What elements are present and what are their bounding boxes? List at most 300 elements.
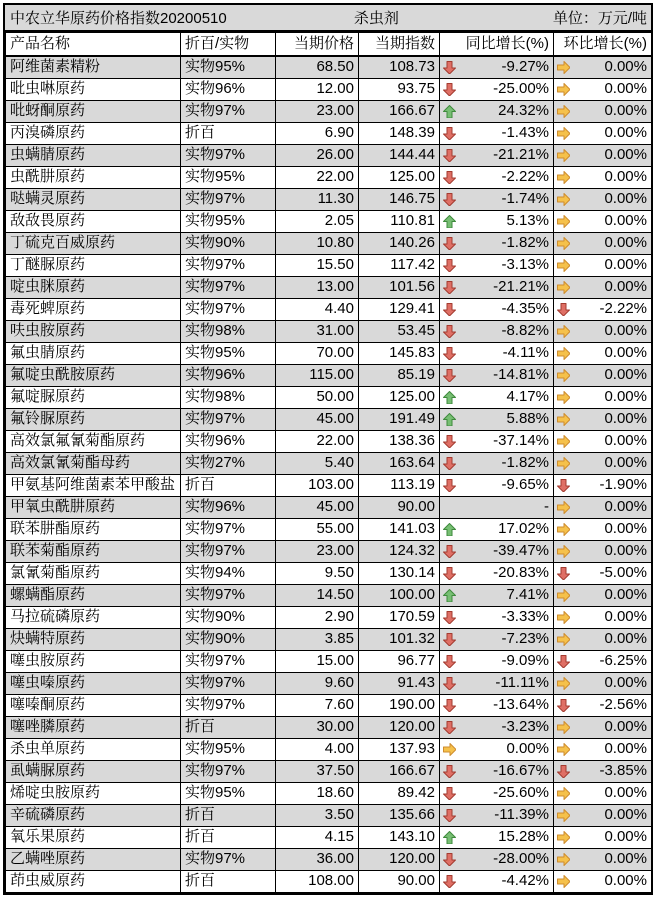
down-arrow-icon xyxy=(556,303,570,317)
spec-cell: 实物95% xyxy=(181,211,276,233)
yoy-value: -2.22% xyxy=(501,168,549,186)
yoy-cell xyxy=(440,607,554,629)
product-name-cell: 联苯肼酯原药 xyxy=(6,519,181,541)
yoy-value: -3.33% xyxy=(501,608,549,626)
product-name-cell: 高效氯氰菊酯母药 xyxy=(6,453,181,475)
right-arrow-icon xyxy=(556,325,570,339)
table-row xyxy=(6,783,652,805)
current-price-cell: 3.50 xyxy=(276,805,359,827)
current-price-cell: 9.50 xyxy=(276,563,359,585)
mom-cell xyxy=(554,651,652,673)
yoy-value: -39.47% xyxy=(493,542,549,560)
mom-value: 0.00% xyxy=(604,740,647,758)
yoy-value: -21.21% xyxy=(493,278,549,296)
product-name-cell: 联苯菊酯原药 xyxy=(6,541,181,563)
product-name-cell: 吡虫啉原药 xyxy=(6,79,181,101)
current-index-cell: 85.19 xyxy=(359,365,440,387)
right-arrow-icon xyxy=(556,633,570,647)
down-arrow-icon xyxy=(442,127,456,141)
yoy-cell xyxy=(440,497,554,519)
yoy-value: 4.17% xyxy=(506,388,549,406)
current-index-cell: 90.00 xyxy=(359,497,440,519)
yoy-cell xyxy=(440,761,554,783)
current-price-cell: 23.00 xyxy=(276,101,359,123)
yoy-cell xyxy=(440,871,554,893)
table-row xyxy=(6,233,652,255)
table-title-row xyxy=(5,5,651,32)
yoy-value: -3.13% xyxy=(501,256,549,274)
current-index-cell: 135.66 xyxy=(359,805,440,827)
col-header-current-index: 当期指数 xyxy=(359,33,440,57)
mom-value: 0.00% xyxy=(604,586,647,604)
down-arrow-icon xyxy=(442,699,456,713)
yoy-value: 5.13% xyxy=(506,212,549,230)
current-price-cell: 2.90 xyxy=(276,607,359,629)
current-price-cell: 45.00 xyxy=(276,409,359,431)
spec-cell: 实物90% xyxy=(181,233,276,255)
right-arrow-icon xyxy=(556,61,570,75)
current-price-cell: 103.00 xyxy=(276,475,359,497)
mom-cell xyxy=(554,541,652,563)
current-price-cell: 4.00 xyxy=(276,739,359,761)
down-arrow-icon xyxy=(442,325,456,339)
right-arrow-icon xyxy=(556,237,570,251)
current-price-cell: 10.80 xyxy=(276,233,359,255)
mom-value: 0.00% xyxy=(604,168,647,186)
no-trend-slot xyxy=(442,501,456,515)
table-row xyxy=(6,365,652,387)
category-label: 杀虫剂 xyxy=(353,10,399,27)
product-name-cell: 氧乐果原药 xyxy=(6,827,181,849)
spec-cell: 折百 xyxy=(181,475,276,497)
mom-cell xyxy=(554,695,652,717)
right-arrow-icon xyxy=(556,281,570,295)
mom-cell xyxy=(554,277,652,299)
down-arrow-icon xyxy=(442,193,456,207)
current-price-cell: 18.60 xyxy=(276,783,359,805)
product-name-cell: 哒螨灵原药 xyxy=(6,189,181,211)
current-index-cell: 140.26 xyxy=(359,233,440,255)
current-index-cell: 124.32 xyxy=(359,541,440,563)
yoy-value: -1.43% xyxy=(501,124,549,142)
mom-cell xyxy=(554,673,652,695)
product-name-cell: 氯氰菊酯原药 xyxy=(6,563,181,585)
down-arrow-icon xyxy=(442,83,456,97)
current-price-cell: 2.05 xyxy=(276,211,359,233)
mom-cell xyxy=(554,805,652,827)
down-arrow-icon xyxy=(442,457,456,471)
current-index-cell: 137.93 xyxy=(359,739,440,761)
mom-cell xyxy=(554,739,652,761)
mom-value: 0.00% xyxy=(604,80,647,98)
down-arrow-icon xyxy=(442,567,456,581)
yoy-value: -16.67% xyxy=(493,762,549,780)
mom-cell xyxy=(554,409,652,431)
spec-cell: 实物95% xyxy=(181,56,276,79)
spec-cell: 实物97% xyxy=(181,585,276,607)
product-name-cell: 氟啶虫酰胺原药 xyxy=(6,365,181,387)
col-header-mom-growth: 环比增长(%) xyxy=(554,33,652,57)
right-arrow-icon xyxy=(556,457,570,471)
current-index-cell: 96.77 xyxy=(359,651,440,673)
yoy-cell xyxy=(440,651,554,673)
yoy-value: -20.83% xyxy=(493,564,549,582)
mom-value: 0.00% xyxy=(604,388,647,406)
mom-cell xyxy=(554,255,652,277)
mom-cell xyxy=(554,365,652,387)
mom-cell xyxy=(554,123,652,145)
product-name-cell: 高效氯氟氰菊酯原药 xyxy=(6,431,181,453)
mom-value: -2.22% xyxy=(599,300,647,318)
current-price-cell: 7.60 xyxy=(276,695,359,717)
mom-cell xyxy=(554,849,652,871)
current-index-cell: 148.39 xyxy=(359,123,440,145)
mom-value: 0.00% xyxy=(604,102,647,120)
mom-value: 0.00% xyxy=(604,718,647,736)
down-arrow-icon xyxy=(442,677,456,691)
spec-cell: 实物97% xyxy=(181,277,276,299)
product-name-cell: 马拉硫磷原药 xyxy=(6,607,181,629)
yoy-cell xyxy=(440,409,554,431)
yoy-value: -28.00% xyxy=(493,850,549,868)
yoy-cell xyxy=(440,629,554,651)
table-row xyxy=(6,299,652,321)
down-arrow-icon xyxy=(442,369,456,383)
down-arrow-icon xyxy=(442,633,456,647)
product-name-cell: 丙溴磷原药 xyxy=(6,123,181,145)
current-index-cell: 163.64 xyxy=(359,453,440,475)
table-row xyxy=(6,717,652,739)
down-arrow-icon xyxy=(556,655,570,669)
yoy-value: 17.02% xyxy=(498,520,549,538)
table-row xyxy=(6,211,652,233)
right-arrow-icon xyxy=(556,523,570,537)
product-name-cell: 螺螨酯原药 xyxy=(6,585,181,607)
yoy-cell xyxy=(440,585,554,607)
right-arrow-icon xyxy=(556,501,570,515)
current-price-cell: 37.50 xyxy=(276,761,359,783)
yoy-cell xyxy=(440,365,554,387)
right-arrow-icon xyxy=(556,391,570,405)
spec-cell: 实物97% xyxy=(181,695,276,717)
table-row xyxy=(6,277,652,299)
col-header-current-price: 当期价格 xyxy=(276,33,359,57)
spec-cell: 折百 xyxy=(181,717,276,739)
down-arrow-icon xyxy=(442,853,456,867)
product-name-cell: 吡蚜酮原药 xyxy=(6,101,181,123)
table-row xyxy=(6,849,652,871)
table-row xyxy=(6,167,652,189)
yoy-value: 0.00% xyxy=(506,740,549,758)
spec-cell: 实物96% xyxy=(181,365,276,387)
spec-cell: 实物96% xyxy=(181,431,276,453)
current-price-cell: 45.00 xyxy=(276,497,359,519)
yoy-cell xyxy=(440,475,554,497)
current-index-cell: 166.67 xyxy=(359,761,440,783)
yoy-cell xyxy=(440,563,554,585)
current-index-cell: 120.00 xyxy=(359,849,440,871)
mom-cell xyxy=(554,387,652,409)
table-row xyxy=(6,321,652,343)
up-arrow-icon xyxy=(442,391,456,405)
current-index-cell: 191.49 xyxy=(359,409,440,431)
down-arrow-icon xyxy=(442,347,456,361)
right-arrow-icon xyxy=(556,435,570,449)
mom-value: 0.00% xyxy=(604,234,647,252)
mom-cell xyxy=(554,783,652,805)
table-row xyxy=(6,56,652,79)
mom-value: 0.00% xyxy=(604,212,647,230)
current-index-cell: 100.00 xyxy=(359,585,440,607)
down-arrow-icon xyxy=(442,787,456,801)
yoy-value: -1.82% xyxy=(501,454,549,472)
mom-value: 0.00% xyxy=(604,322,647,340)
yoy-value: -4.11% xyxy=(502,344,549,362)
spec-cell: 实物97% xyxy=(181,651,276,673)
mom-value: 0.00% xyxy=(604,256,647,274)
product-name-cell: 氟虫腈原药 xyxy=(6,343,181,365)
mom-value: 0.00% xyxy=(604,190,647,208)
mom-cell xyxy=(554,321,652,343)
mom-value: 0.00% xyxy=(604,124,647,142)
down-arrow-icon xyxy=(442,281,456,295)
right-arrow-icon xyxy=(556,83,570,97)
current-price-cell: 55.00 xyxy=(276,519,359,541)
mom-cell xyxy=(554,79,652,101)
yoy-cell xyxy=(440,827,554,849)
spec-cell: 实物90% xyxy=(181,607,276,629)
current-index-cell: 170.59 xyxy=(359,607,440,629)
mom-value: 0.00% xyxy=(604,498,647,516)
current-price-cell: 22.00 xyxy=(276,431,359,453)
right-arrow-icon xyxy=(556,809,570,823)
table-row xyxy=(6,431,652,453)
spec-cell: 实物95% xyxy=(181,167,276,189)
current-index-cell: 91.43 xyxy=(359,673,440,695)
col-header-yoy-growth: 同比增长(%) xyxy=(440,33,554,57)
spec-cell: 实物95% xyxy=(181,739,276,761)
product-name-cell: 氟铃脲原药 xyxy=(6,409,181,431)
mom-value: -5.00% xyxy=(599,564,647,582)
current-index-cell: 141.03 xyxy=(359,519,440,541)
yoy-cell xyxy=(440,211,554,233)
unit-label: 单位：万元/吨 xyxy=(552,10,647,27)
yoy-cell xyxy=(440,233,554,255)
current-index-cell: 108.73 xyxy=(359,56,440,79)
current-index-cell: 129.41 xyxy=(359,299,440,321)
current-price-cell: 6.90 xyxy=(276,123,359,145)
yoy-value: -1.74% xyxy=(501,190,549,208)
table-row xyxy=(6,585,652,607)
mom-value: -1.90% xyxy=(599,476,647,494)
spec-cell: 实物97% xyxy=(181,519,276,541)
spec-cell: 实物95% xyxy=(181,343,276,365)
table-row xyxy=(6,673,652,695)
spec-cell: 折百 xyxy=(181,827,276,849)
table-row xyxy=(6,475,652,497)
product-name-cell: 虱螨脲原药 xyxy=(6,761,181,783)
yoy-value: -3.23% xyxy=(501,718,549,736)
right-arrow-icon xyxy=(556,193,570,207)
current-index-cell: 120.00 xyxy=(359,717,440,739)
yoy-cell xyxy=(440,431,554,453)
down-arrow-icon xyxy=(556,699,570,713)
yoy-cell xyxy=(440,299,554,321)
mom-cell xyxy=(554,629,652,651)
current-index-cell: 145.83 xyxy=(359,343,440,365)
yoy-cell xyxy=(440,145,554,167)
mom-cell xyxy=(554,761,652,783)
product-name-cell: 阿维菌素精粉 xyxy=(6,56,181,79)
current-index-cell: 125.00 xyxy=(359,167,440,189)
yoy-cell xyxy=(440,277,554,299)
yoy-value: -25.00% xyxy=(493,80,549,98)
product-name-cell: 虫螨腈原药 xyxy=(6,145,181,167)
spec-cell: 实物95% xyxy=(181,783,276,805)
mom-cell xyxy=(554,497,652,519)
spec-cell: 实物97% xyxy=(181,299,276,321)
table-row xyxy=(6,387,652,409)
table-row xyxy=(6,651,652,673)
mom-cell xyxy=(554,56,652,79)
current-price-cell: 14.50 xyxy=(276,585,359,607)
current-price-cell: 12.00 xyxy=(276,79,359,101)
spec-cell: 实物97% xyxy=(181,849,276,871)
mom-value: 0.00% xyxy=(604,278,647,296)
yoy-cell xyxy=(440,167,554,189)
table-body xyxy=(6,56,652,893)
yoy-cell xyxy=(440,255,554,277)
mom-value: 0.00% xyxy=(604,432,647,450)
table-row xyxy=(6,497,652,519)
spec-cell: 实物97% xyxy=(181,673,276,695)
current-price-cell: 22.00 xyxy=(276,167,359,189)
down-arrow-icon xyxy=(442,545,456,559)
mom-cell xyxy=(554,475,652,497)
yoy-cell xyxy=(440,783,554,805)
current-price-cell: 50.00 xyxy=(276,387,359,409)
product-name-cell: 噻虫胺原药 xyxy=(6,651,181,673)
right-arrow-icon xyxy=(556,105,570,119)
down-arrow-icon xyxy=(442,611,456,625)
spec-cell: 实物97% xyxy=(181,409,276,431)
product-name-cell: 氟啶脲原药 xyxy=(6,387,181,409)
yoy-value: -21.21% xyxy=(493,146,549,164)
right-arrow-icon xyxy=(556,589,570,603)
mom-cell xyxy=(554,233,652,255)
mom-cell xyxy=(554,101,652,123)
yoy-cell xyxy=(440,673,554,695)
down-arrow-icon xyxy=(442,435,456,449)
table-row xyxy=(6,871,652,893)
spec-cell: 实物97% xyxy=(181,255,276,277)
mom-value: 0.00% xyxy=(604,608,647,626)
current-price-cell: 9.60 xyxy=(276,673,359,695)
right-arrow-icon xyxy=(556,743,570,757)
table-row xyxy=(6,541,652,563)
spec-cell: 实物98% xyxy=(181,321,276,343)
down-arrow-icon xyxy=(556,479,570,493)
current-index-cell: 90.00 xyxy=(359,871,440,893)
product-name-cell: 茚虫威原药 xyxy=(6,871,181,893)
yoy-value: -7.23% xyxy=(501,630,549,648)
current-price-cell: 23.00 xyxy=(276,541,359,563)
right-arrow-icon xyxy=(556,149,570,163)
current-index-cell: 190.00 xyxy=(359,695,440,717)
yoy-cell xyxy=(440,453,554,475)
down-arrow-icon xyxy=(442,149,456,163)
mom-value: -6.25% xyxy=(599,652,647,670)
product-name-cell: 杀虫单原药 xyxy=(6,739,181,761)
product-name-cell: 甲氨基阿维菌素苯甲酸盐 xyxy=(6,475,181,497)
spec-cell: 实物98% xyxy=(181,387,276,409)
yoy-cell xyxy=(440,519,554,541)
down-arrow-icon xyxy=(442,237,456,251)
current-price-cell: 5.40 xyxy=(276,453,359,475)
current-price-cell: 15.50 xyxy=(276,255,359,277)
yoy-cell xyxy=(440,541,554,563)
table-row xyxy=(6,629,652,651)
current-price-cell: 11.30 xyxy=(276,189,359,211)
mom-value: 0.00% xyxy=(604,872,647,890)
product-name-cell: 敌敌畏原药 xyxy=(6,211,181,233)
yoy-value: -14.81% xyxy=(493,366,549,384)
yoy-value: -25.60% xyxy=(493,784,549,802)
table-row xyxy=(6,739,652,761)
up-arrow-icon xyxy=(442,589,456,603)
mom-value: 0.00% xyxy=(604,146,647,164)
up-arrow-icon xyxy=(442,105,456,119)
mom-value: -2.56% xyxy=(599,696,647,714)
right-arrow-icon xyxy=(556,853,570,867)
product-name-cell: 炔螨特原药 xyxy=(6,629,181,651)
yoy-value: -11.39% xyxy=(494,806,549,824)
spec-cell: 实物97% xyxy=(181,541,276,563)
current-price-cell: 115.00 xyxy=(276,365,359,387)
mom-cell xyxy=(554,145,652,167)
mom-cell xyxy=(554,871,652,893)
yoy-cell xyxy=(440,739,554,761)
mom-value: 0.00% xyxy=(604,454,647,472)
spec-cell: 折百 xyxy=(181,871,276,893)
table-row xyxy=(6,827,652,849)
yoy-value: -11.11% xyxy=(495,674,549,692)
right-arrow-icon xyxy=(556,611,570,625)
yoy-cell xyxy=(440,387,554,409)
yoy-value: - xyxy=(544,498,549,516)
mom-value: 0.00% xyxy=(604,58,647,76)
product-name-cell: 呋虫胺原药 xyxy=(6,321,181,343)
yoy-value: -4.42% xyxy=(501,872,549,890)
yoy-value: 5.88% xyxy=(506,410,549,428)
right-arrow-icon xyxy=(556,545,570,559)
product-name-cell: 甲氧虫酰肼原药 xyxy=(6,497,181,519)
table-row xyxy=(6,607,652,629)
spec-cell: 实物94% xyxy=(181,563,276,585)
price-index-sheet xyxy=(3,3,653,895)
table-row xyxy=(6,563,652,585)
yoy-cell xyxy=(440,321,554,343)
mom-value: 0.00% xyxy=(604,806,647,824)
down-arrow-icon xyxy=(442,479,456,493)
spec-cell: 实物27% xyxy=(181,453,276,475)
table-row xyxy=(6,101,652,123)
current-price-cell: 68.50 xyxy=(276,56,359,79)
table-row xyxy=(6,145,652,167)
col-header-product-name: 产品名称 xyxy=(6,33,181,57)
yoy-cell xyxy=(440,805,554,827)
product-name-cell: 啶虫脒原药 xyxy=(6,277,181,299)
